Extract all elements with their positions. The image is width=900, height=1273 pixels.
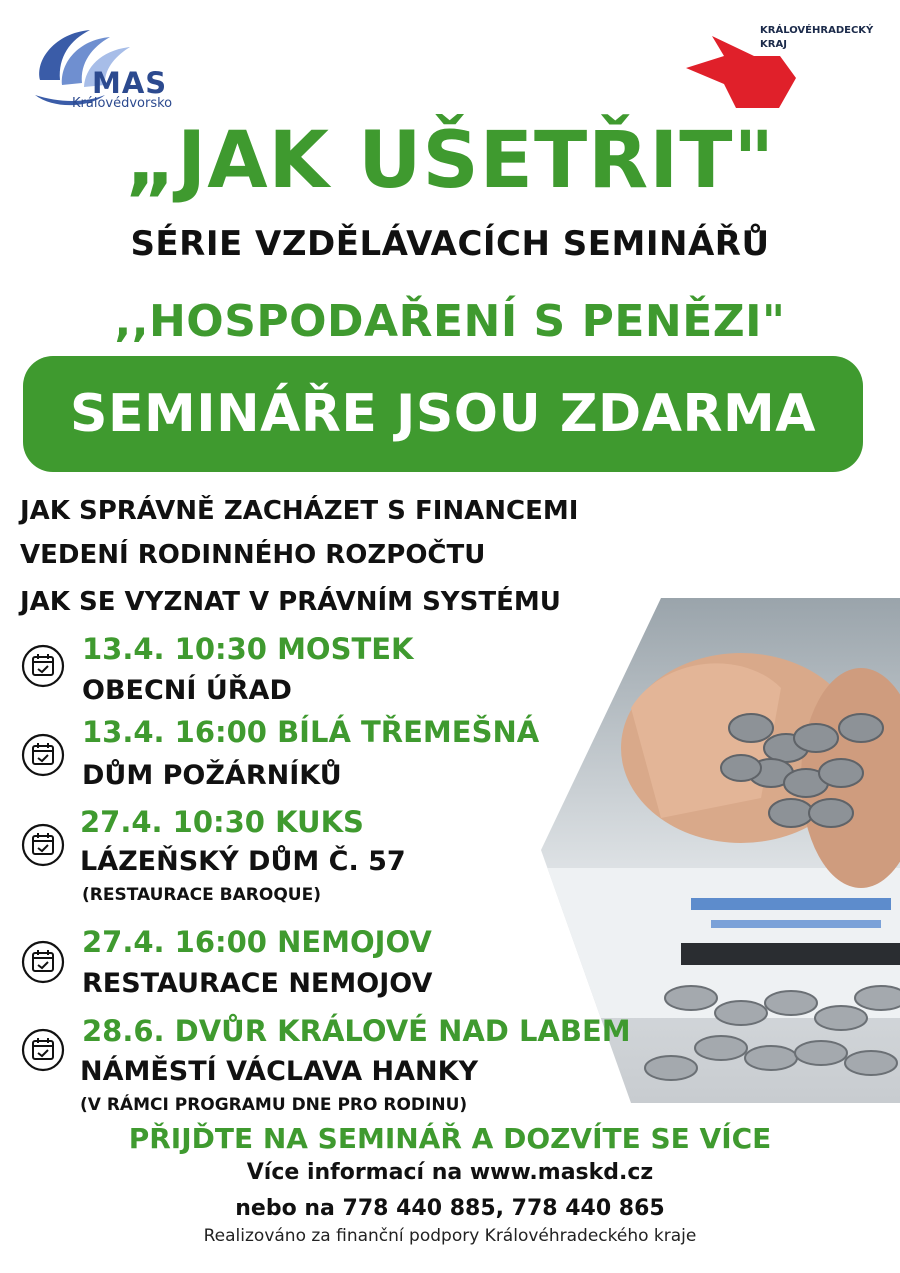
event-note: (V RÁMCI PROGRAMU DNE PRO RODINU) — [80, 1095, 468, 1115]
event-note: (RESTAURACE BAROQUE) — [82, 885, 321, 905]
info-web: Více informací na www.maskd.cz — [246, 1160, 654, 1185]
event-when: 28.6. DVŮR KRÁLOVÉ NAD LABEM — [82, 1014, 631, 1048]
series-title: SÉRIE VZDĚLÁVACÍCH SEMINÁŘŮ — [130, 224, 770, 264]
event-where: DŮM POŽÁRNÍKŮ — [82, 760, 342, 791]
topic-item: JAK SE VYZNAT V PRÁVNÍM SYSTÉMU — [20, 587, 561, 617]
event-when: 13.4. 16:00 BÍLÁ TŘEMEŠNÁ — [82, 715, 540, 749]
event-when: 27.4. 16:00 NEMOJOV — [82, 925, 432, 959]
free-banner — [23, 356, 863, 472]
calendar-check-icon — [21, 733, 65, 777]
kraj-line1: KRÁLOVÉHRADECKÝ — [760, 25, 874, 36]
event-when: 27.4. 10:30 KUKS — [80, 805, 364, 839]
call-to-action: PŘIJĎTE NA SEMINÁŘ A DOZVÍTE SE VÍCE — [128, 1122, 772, 1155]
mas-region: Královédvorsko — [72, 96, 173, 111]
event-where: RESTAURACE NEMOJOV — [82, 968, 433, 999]
main-title: „JAK UŠETŘIT" — [124, 116, 776, 206]
kraj-name — [760, 24, 873, 52]
calendar-check-icon — [21, 940, 65, 984]
calendar-check-icon — [21, 644, 65, 688]
topic-item: JAK SPRÁVNĚ ZACHÁZET S FINANCEMI — [20, 496, 579, 526]
funding-note: Realizováno za finanční podpory Královéhradeckého kraje — [203, 1226, 697, 1246]
event-when: 13.4. 10:30 MOSTEK — [82, 632, 414, 666]
info-phone: nebo na 778 440 885, 778 440 865 — [235, 1196, 665, 1221]
calendar-check-icon — [21, 1028, 65, 1072]
kraj-line2: KRAJ — [760, 39, 787, 50]
free-banner-text: SEMINÁŘE JSOU ZDARMA — [70, 384, 816, 444]
topic-item: VEDENÍ RODINNÉHO ROZPOČTU — [20, 540, 486, 570]
event-where: NÁMĚSTÍ VÁCLAVA HANKY — [80, 1056, 479, 1087]
event-where: LÁZEŇSKÝ DŮM Č. 57 — [80, 846, 406, 877]
event-where: OBECNÍ ÚŘAD — [82, 675, 292, 706]
mas-name: MAS — [92, 66, 168, 100]
topic-title: ,,HOSPODAŘENÍ S PENĚZI" — [114, 296, 786, 347]
calendar-check-icon — [21, 823, 65, 867]
